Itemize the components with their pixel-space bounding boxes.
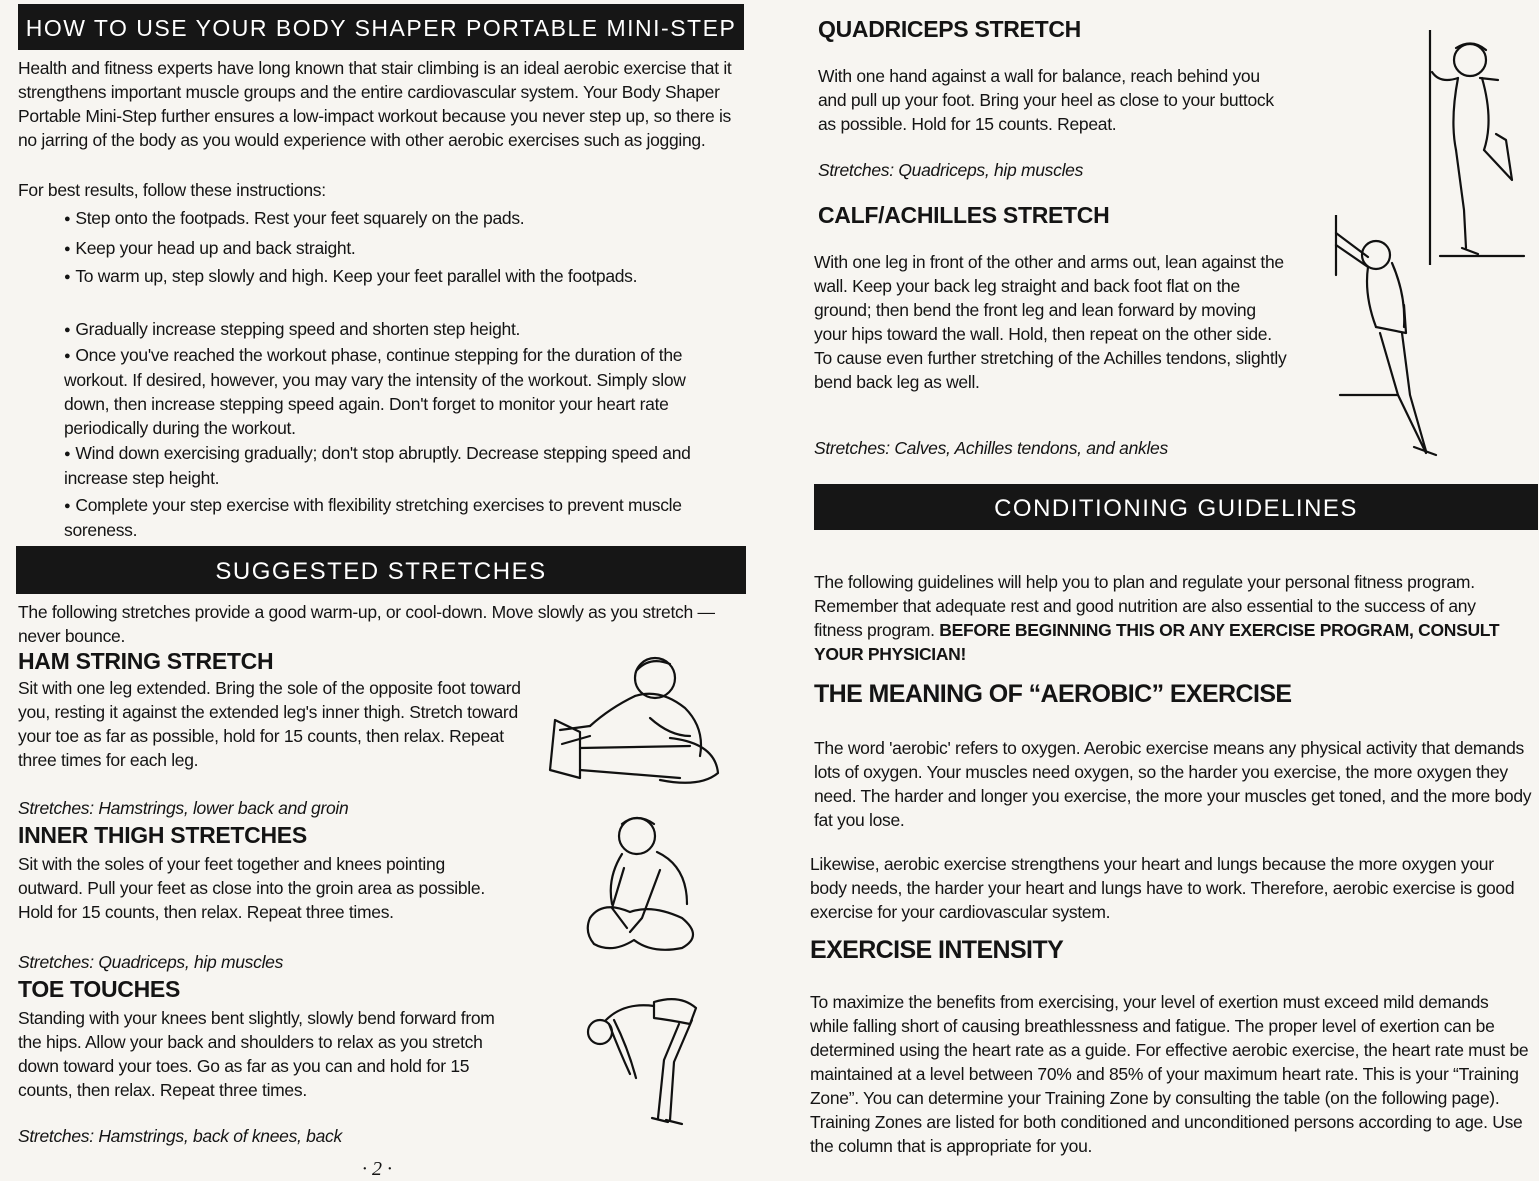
aerobic-title: THE MEANING OF “AEROBIC” EXERCISE bbox=[814, 680, 1292, 708]
page-number: · 2 · bbox=[362, 1158, 392, 1180]
intro-paragraph: Health and fitness experts have long known that stair climbing is an ideal aerobic exercise that it strengthens important muscle groups and the entire cardiovascular system. Your Body Shaper Portable Mini-Step further ensures a low-impact workout because you never step up, so there is no jarring of the body as you would experience with other aerobic exercises such as jogging. bbox=[18, 58, 732, 150]
calf-stretch-illustration bbox=[1306, 215, 1456, 465]
inner-thigh-targets: Stretches: Quadriceps, hip muscles bbox=[18, 952, 284, 972]
toe-touches-targets: Stretches: Hamstrings, back of knees, back bbox=[18, 1126, 342, 1146]
aerobic-paragraph-2: Likewise, aerobic exercise strengthens your heart and lungs because the more oxygen your body needs, the harder your heart and lungs have to work. Therefore, aerobic exercise is good exercise for your cardiovascular system. bbox=[810, 854, 1515, 922]
stretches-banner: SUGGESTED STRETCHES bbox=[16, 546, 746, 594]
quadriceps-targets: Stretches: Quadriceps, hip muscles bbox=[818, 160, 1084, 180]
right-page bbox=[800, 0, 1539, 1180]
calf-title: CALF/ACHILLES STRETCH bbox=[818, 202, 1110, 228]
instructions-lead: For best results, follow these instructions: bbox=[18, 180, 326, 200]
hamstring-targets: Stretches: Hamstrings, lower back and groin bbox=[18, 798, 349, 818]
bullet-2: ● Keep your head up and back straight. bbox=[64, 236, 724, 261]
quadriceps-text: With one hand against a wall for balance, reach behind you and pull up your foot. Bring your heel as close to your buttock as possible. Hold for 15 counts. Repeat. bbox=[818, 66, 1274, 134]
toe-touches-title: TOE TOUCHES bbox=[18, 976, 180, 1002]
stretches-intro: The following stretches provide a good warm-up, or cool-down. Move slowly as you stretch — never bounce. bbox=[18, 602, 715, 646]
conditioning-intro-text: The following guidelines will help you to plan and regulate your personal fitness program. Remember that adequate rest and good nutrition are also essential to the success of any fitness program. bbox=[814, 572, 1476, 640]
hamstring-text: Sit with one leg extended. Bring the sole of the opposite foot toward you, resting it against the extended leg's inner thigh. Stretch toward your toe as far as possible, hold for 15 counts, then relax. Repeat three times for each leg. bbox=[18, 678, 521, 770]
bullet-3: ● To warm up, step slowly and high. Keep your feet parallel with the footpads. bbox=[64, 264, 684, 289]
toe-touch-illustration bbox=[584, 990, 714, 1130]
bullet-5: ● Once you've reached the workout phase, continue stepping for the duration of the workout. If desired, however, you may vary the intensity of the workout. Simply slow down, then increase stepping speed again. Don't forget to monitor your heart rate periodically during the workout. bbox=[64, 343, 724, 440]
calf-targets: Stretches: Calves, Achilles tendons, and ankles bbox=[814, 438, 1168, 458]
bullet-4: ● Gradually increase stepping speed and shorten step height. bbox=[64, 317, 724, 342]
intensity-text: To maximize the benefits from exercising, your level of exertion must exceed mild demands while falling short of causing breathlessness and fatigue. The proper level of exertion can be determined using the heart rate as a guide. For effective aerobic exercise, the heart rate must be maintained at a level between 70% and 85% of your maximum heart rate. This is your “Training Zone”. You can determine your Training Zone by consulting the table (on the following page). Training Zones are listed for both conditioned and unconditioned persons according to age. Use the column that is appropriate for you. bbox=[810, 992, 1529, 1156]
left-page bbox=[0, 0, 760, 1180]
aerobic-paragraph-1: The word 'aerobic' refers to oxygen. Aerobic exercise means any physical activity that demands lots of oxygen. Your muscles need oxygen, so the harder you exercise, the more oxygen they need. The harder and longer you exercise, the more your muscles get toned, and the more body fat you lose. bbox=[814, 738, 1532, 830]
inner-thigh-illustration bbox=[582, 808, 712, 958]
inner-thigh-text: Sit with the soles of your feet together and knees pointing outward. Pull your feet as close into the groin area as possible. Hold for 15 counts, then relax. Repeat three times. bbox=[18, 854, 485, 922]
inner-thigh-title: INNER THIGH STRETCHES bbox=[18, 822, 307, 848]
intensity-title: EXERCISE INTENSITY bbox=[810, 936, 1064, 964]
bullet-6: ● Wind down exercising gradually; don't stop abruptly. Decrease stepping speed and increase step height. bbox=[64, 441, 724, 490]
calf-text: With one leg in front of the other and arms out, lean against the wall. Keep your back leg straight and back foot flat on the ground; then bend the front leg and lean forward by moving your hips toward the wall. Hold, then repeat on the other side. To cause even further stretching of the Achilles tendons, slightly bend back leg as well. bbox=[814, 252, 1287, 392]
conditioning-banner: CONDITIONING GUIDELINES bbox=[814, 484, 1538, 530]
bullet-7: ● Complete your step exercise with flexibility stretching exercises to prevent muscle soreness. bbox=[64, 493, 704, 542]
hamstring-stretch-illustration bbox=[540, 648, 730, 793]
conditioning-intro bbox=[814, 570, 1526, 666]
hamstring-title: HAM STRING STRETCH bbox=[18, 648, 274, 674]
physician-warning: BEFORE BEGINNING THIS OR ANY EXERCISE PROGRAM, CONSULT YOUR PHYSICIAN! bbox=[814, 620, 1500, 664]
toe-touches-text: Standing with your knees bent slightly, slowly bend forward from the hips. Allow your back and shoulders to relax as you stretch down toward your toes. Go as far as you can and hold for 15 counts, then relax. Repeat three times. bbox=[18, 1008, 495, 1100]
bullet-1: ● Step onto the footpads. Rest your feet squarely on the pads. bbox=[64, 206, 724, 231]
usage-banner: HOW TO USE YOUR BODY SHAPER PORTABLE MINI-STEP bbox=[18, 4, 744, 50]
quadriceps-title: QUADRICEPS STRETCH bbox=[818, 16, 1081, 42]
